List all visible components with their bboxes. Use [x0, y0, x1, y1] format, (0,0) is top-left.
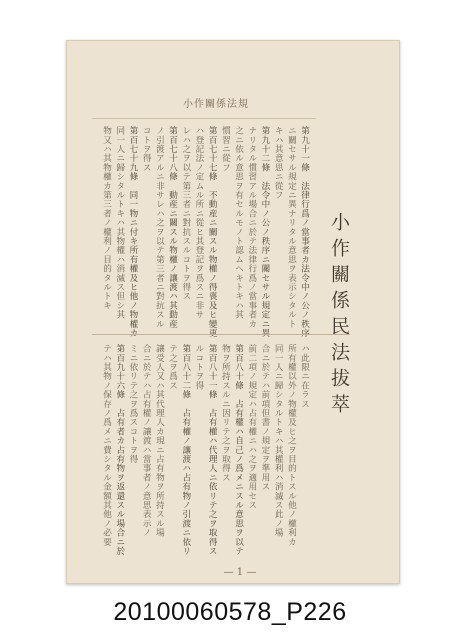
upper-columns-line: 之ニ依ル意思ヲ有セルモノト認ムヘキトキハ其 [233, 126, 244, 320]
upper-columns-line: コトヲ得ス [141, 126, 152, 172]
lower-columns-line: 前二項ノ規定ハ占有權ニハ之ヲ適用セス [246, 344, 257, 510]
upper-columns-line: 物又ハ其物權カ第三者ノ權利ノ目的タルトキ [101, 126, 112, 310]
lower-columns-line: 合ニ於テハ占有權ノ讓渡ハ當事者ノ意思表示ノ [141, 344, 152, 538]
running-head: 小作關係法規 [183, 99, 249, 110]
lower-columns-line: 合ニ於テハ前項但書ノ規定ヲ準用ス [259, 344, 270, 492]
lower-columns-line: 第百八十二條 占有權ノ讓渡ハ占有物ノ引渡ニ依リ [180, 344, 191, 556]
lower-columns-line: 物ヲ所持スルニ因リテ之ヲ取得ス [220, 344, 231, 482]
upper-columns-line: レハ之ヲ以テ第三者ニ對抗スルコトヲ得ス [180, 126, 191, 301]
lower-columns-line: 第百九十六條 占有者カ占有物ヲ返還スル場合ニ於 [114, 344, 125, 556]
upper-columns-line: ニ關セサル規定ニ異ナリタル意思ヲ表示シタルト [286, 126, 297, 329]
lower-columns-line: 讓受人又ハ其代理人カ現ニ占有物ヲ所持スル場 [154, 344, 165, 538]
archive-caption: 20100060578_P226 [113, 598, 347, 626]
upper-columns-line: 第百七十七條 不動産ニ關スル物權ノ得喪及ヒ變更 [207, 126, 218, 338]
lower-columns-line: ルコトヲ得 [193, 344, 204, 390]
lower-columns-line: 第百八十一條 占有權ハ代理人ニ依リテ之ヲ取得ス [207, 344, 218, 556]
upper-columns-line: 第百七十八條 動産ニ關スル物權ノ讓渡ハ其動産 [167, 126, 178, 329]
upper-columns-line: ハ登記法ノ定ムル所ニ從ヒ其登記ヲ爲スニ非サ [193, 126, 204, 320]
lower-columns-line: 同一人ニ歸シタルトキハ其權利ハ消滅ス此ノ場 [273, 344, 284, 538]
upper-columns-line: 慣習ニ從フ [220, 126, 231, 172]
upper-columns-line: 第九十二條 法令中ノ公ノ秩序ニ關セサル規定ニ異 [259, 126, 270, 338]
lower-columns-line: ハ此限ニ在ラス [299, 344, 310, 409]
page-number: — 1 — [223, 567, 257, 578]
section-divider [92, 334, 350, 335]
upper-columns-line: キハ其意思ニ從フ [273, 126, 284, 200]
lower-columns-line: テハ其物ノ保存ノ爲メニ費シタル金額其他ノ必要 [101, 344, 112, 547]
upper-columns-line: 第九十一條 法律行爲ノ當事者カ法令中ノ公ノ秩序 [299, 126, 310, 338]
lower-columns-line: 第百八十條 占有權ハ自己ノ爲メニスル意思ヲ以テ [233, 344, 244, 556]
lower-columns-line: テ之ヲ爲ス [167, 344, 178, 390]
upper-columns-line: ナリタル慣習アル場合ニ於テ法律行爲ノ當事者カ [246, 126, 257, 329]
upper-columns-line: ノ引渡アルニ非サレハ之ヲ以テ第三者ニ對抗スル [154, 126, 165, 329]
header-rule [92, 118, 316, 119]
upper-columns-line: 同一人ニ歸シタルトキハ其物權ハ消滅ス但シ其 [114, 126, 125, 320]
lower-columns-line: 所有權以外ノ物權及ヒ之ヲ目的トスル他ノ權利カ [286, 344, 297, 547]
upper-columns-line: 第百七十九條 同一物ニ付キ所有權及ヒ他ノ物權カ [127, 126, 138, 338]
lower-columns-line: ミニ依リテ之ヲ爲スコトヲ得 [127, 344, 138, 464]
page-title: 小作關係民法拔萃 [328, 212, 350, 420]
